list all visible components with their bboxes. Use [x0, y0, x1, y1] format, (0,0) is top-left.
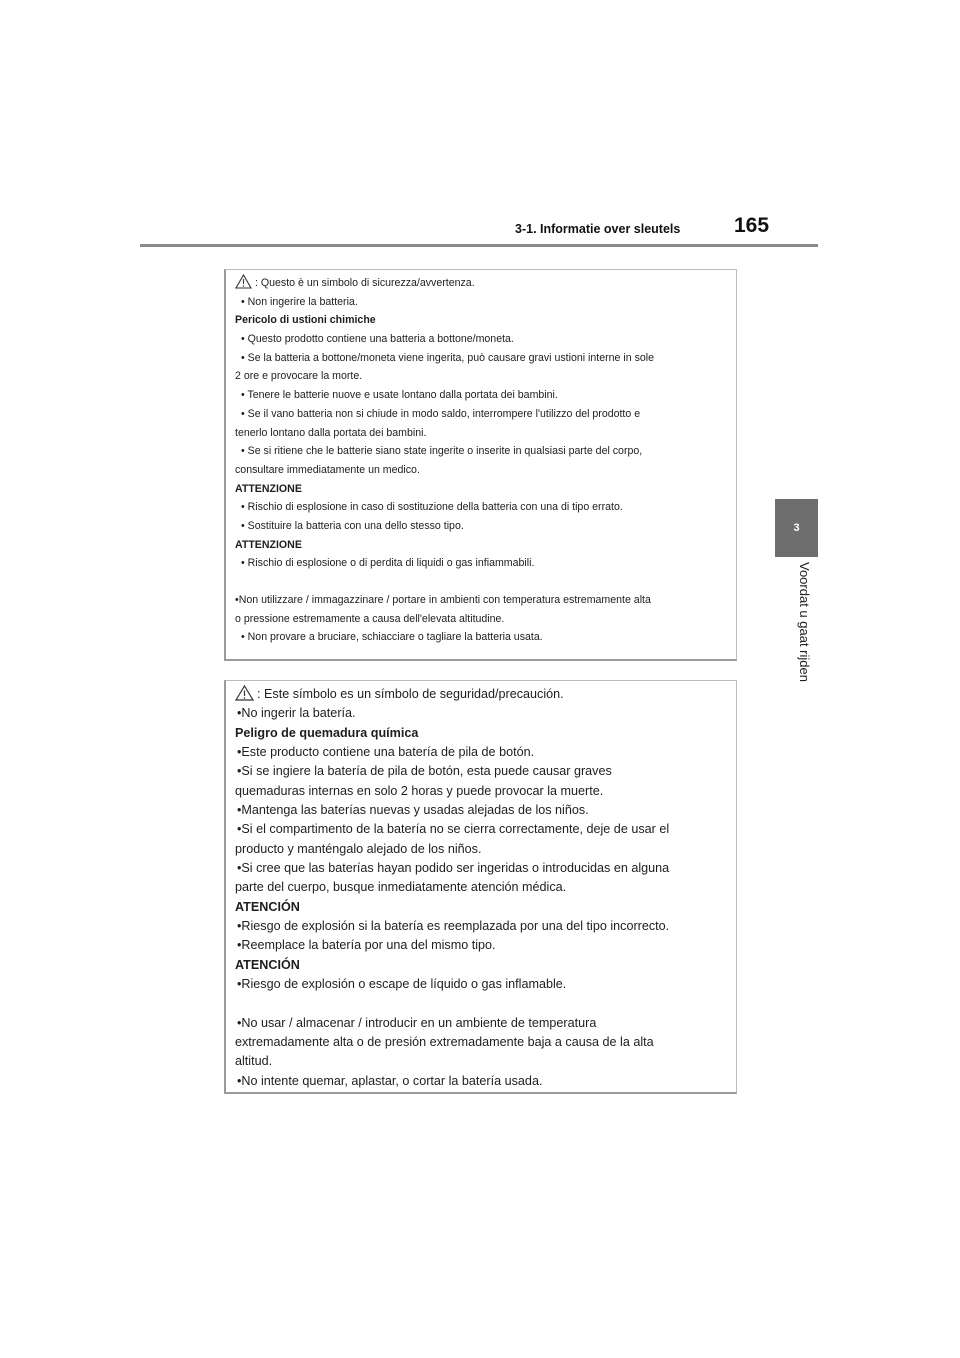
- spanish-text-line: •Reemplace la batería por una del mismo tipo.: [237, 938, 496, 953]
- italian-text-line: • Rischio di esplosione in caso di sostituzione della batteria con una di tipo errato.: [241, 501, 623, 514]
- spanish-text-line: •Si se ingiere la batería de pila de botón, esta puede causar graves: [237, 764, 612, 779]
- header-divider: [140, 244, 818, 247]
- italian-heading: ATTENZIONE: [235, 482, 302, 495]
- italian-text-line: • Se si ritiene che le batterie siano state ingerite o inserite in qualsiasi parte del corpo,: [241, 445, 643, 458]
- spanish-text-line: altitud.: [235, 1054, 273, 1069]
- italian-heading: Pericolo di ustioni chimiche: [235, 314, 376, 327]
- spanish-heading: ATENCIÓN: [235, 899, 300, 914]
- spanish-text-line: extremadamente alta o de presión extremadamente baja a causa de la alta: [235, 1034, 654, 1049]
- spanish-text-line: producto y manténgalo alejado de los niños.: [235, 841, 482, 856]
- spanish-text-line: [235, 995, 730, 1014]
- page-number: 165: [734, 214, 770, 237]
- italian-symbol-line: [235, 274, 730, 293]
- italian-text-line: • Questo prodotto contiene una batteria a bottone/moneta.: [241, 333, 514, 346]
- chapter-number: 3: [793, 522, 800, 534]
- spanish-heading: Peligro de quemadura química: [235, 725, 419, 740]
- spanish-warning-box: [224, 680, 737, 1094]
- italian-text-line: • Se la batteria a bottone/moneta viene ingerita, può causare gravi ustioni interne in sole: [241, 351, 655, 364]
- italian-text-line: • Non provare a bruciare, schiacciare o tagliare la batteria usata.: [241, 631, 543, 644]
- spanish-text-line: •Si el compartimento de la batería no se cierra correctamente, deje de usar el: [237, 822, 670, 837]
- italian-text-line: • Sostituire la batteria con una dello stesso tipo.: [241, 519, 464, 532]
- chapter-tab: [775, 499, 818, 557]
- italian-warning-box: [224, 269, 737, 661]
- italian-heading: ATTENZIONE: [235, 538, 302, 551]
- warning-triangle-icon: [235, 274, 252, 293]
- spanish-text-line: •No usar / almacenar / introducir en un ambiente de temperatura: [237, 1015, 597, 1030]
- spanish-text-line: •Mantenga las baterías nuevas y usadas alejadas de los niños.: [237, 803, 589, 818]
- italian-text-line: • Se il vano batteria non si chiude in modo saldo, interrompere l'utilizzo del prodotto e: [241, 407, 641, 420]
- italian-text-line: • Tenere le batterie nuove e usate lontano dalla portata dei bambini.: [241, 389, 558, 402]
- section-title: 3-1. Informatie over sleutels: [515, 222, 681, 236]
- spanish-text-lines: [235, 704, 730, 1091]
- italian-symbol-text: : Questo è un simbolo di sicurezza/avvertenza.: [255, 277, 475, 289]
- chapter-title: Voordat u gaat rijden: [797, 562, 812, 682]
- spanish-text-line: •Si cree que las baterías hayan podido ser ingeridas o introducidas en alguna: [237, 861, 670, 876]
- italian-text-line: tenerlo lontano dalla portata dei bambini.: [235, 426, 427, 439]
- spanish-text-line: parte del cuerpo, busque inmediatamente atención médica.: [235, 880, 567, 895]
- spanish-text-line: •Este producto contiene una batería de pila de botón.: [237, 745, 535, 760]
- italian-text-line: [235, 573, 730, 591]
- spanish-text-line: •Riesgo de explosión si la batería es reemplazada por una del tipo incorrecto.: [237, 919, 670, 934]
- italian-text-line: 2 ore e provocare la morte.: [235, 370, 363, 383]
- spanish-text-line: •Riesgo de explosión o escape de líquido o gas inflamable.: [237, 977, 567, 992]
- spanish-heading: ATENCIÓN: [235, 957, 300, 972]
- italian-text-line: consultare immediatamente un medico.: [235, 463, 420, 476]
- spanish-text-line: •No ingerir la batería.: [237, 706, 356, 721]
- italian-text-line: • Rischio di esplosione o di perdita di liquidi o gas infiammabili.: [241, 557, 535, 570]
- spanish-text-line: quemaduras internas en solo 2 horas y puede provocar la muerte.: [235, 783, 604, 798]
- italian-text-line: • Non ingerire la batteria.: [241, 295, 358, 308]
- italian-text-line: •Non utilizzare / immagazzinare / portare in ambienti con temperatura estremamente alta: [235, 594, 651, 606]
- spanish-text-line: •No intente quemar, aplastar, o cortar la batería usada.: [237, 1073, 543, 1088]
- spanish-symbol-text: : Este símbolo es un símbolo de seguridad/precaución.: [257, 687, 564, 701]
- italian-text-lines: [235, 293, 730, 647]
- italian-text-line: o pressione estremamente a causa dell'elevata altitudine.: [235, 612, 505, 625]
- warning-triangle-icon: [235, 685, 254, 704]
- spanish-symbol-line: [235, 685, 730, 704]
